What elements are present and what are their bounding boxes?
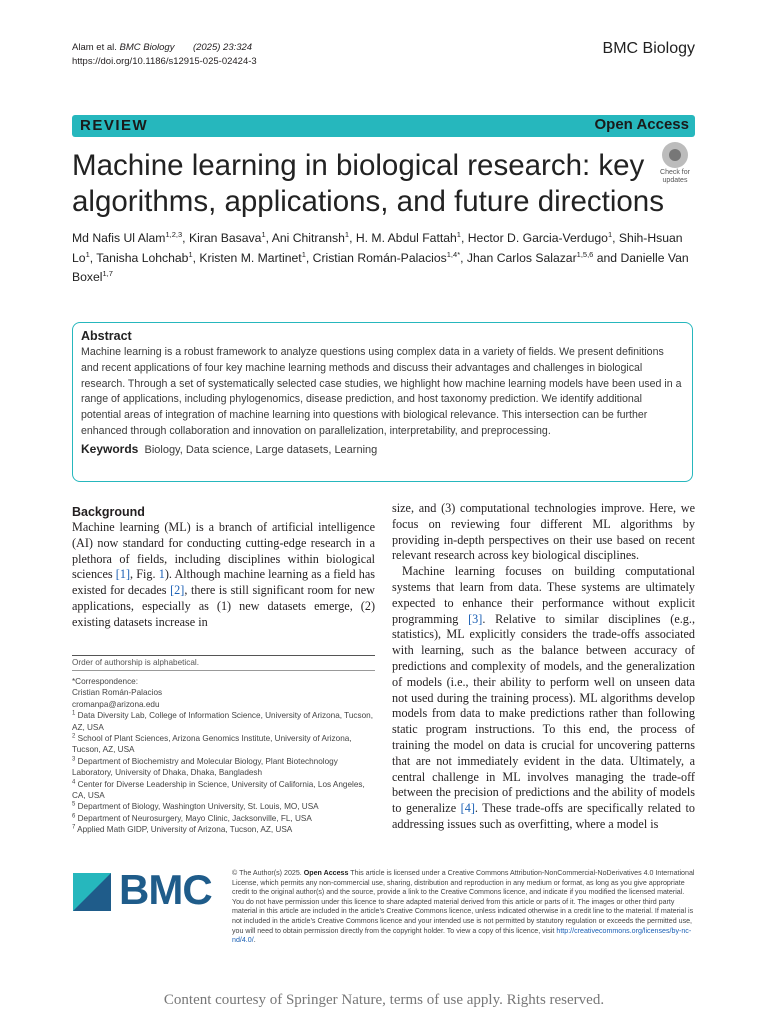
author-name[interactable]: Hector D. Garcia-Verdugo bbox=[467, 231, 608, 245]
author-name[interactable]: Kristen M. Martinet bbox=[199, 250, 302, 265]
author-affiliation-marker: 1 bbox=[456, 229, 461, 239]
open-access-label: Open Access bbox=[594, 116, 689, 133]
bmc-logo-text: BMC bbox=[119, 866, 212, 913]
author-name[interactable]: Cristian Román-Palacios bbox=[312, 250, 447, 265]
affiliation-item bbox=[72, 756, 375, 779]
author-name[interactable]: Md Nafis Ul Alam bbox=[72, 231, 166, 245]
correspondence-label: *Correspondence: bbox=[72, 677, 138, 686]
affiliation-item bbox=[72, 824, 375, 835]
abstract-text: Machine learning is a robust framework to analyze questions using complex data in a variety of fields. We present definitions and recent applications of four key machine learning methods and discuss their advantages and challenges in biological research. Through a set of systematically selected case studies, we highlight how machine learning models have been used in a range of applications, including phylogenomics, disease prediction, and host taxonomy prediction. We identify additional potential areas of integration of machine learning into questions with biological relevance. This intersection can be further enhanced through collaboration and innovation on parallelization, interpretability, and preprocessing. bbox=[81, 346, 682, 437]
author-name[interactable]: H. M. Abdul Fattah bbox=[355, 231, 457, 245]
author-affiliation-marker: 1 bbox=[607, 229, 613, 239]
affiliation-text: Department of Biochemistry and Molecular Biology, Plant Biotechnology Laboratory, University of Dhaka, Dhaka, Bangladesh bbox=[72, 756, 338, 778]
article-type-label: REVIEW bbox=[80, 117, 149, 134]
figure-link[interactable]: 1 bbox=[158, 567, 165, 582]
author-name[interactable]: Kiran Basava bbox=[188, 231, 262, 245]
author-name[interactable]: Ani Chitransh bbox=[271, 231, 345, 245]
author-separator: , bbox=[89, 250, 97, 265]
author-affiliation-marker: 1,4* bbox=[446, 249, 461, 259]
bmc-logo bbox=[73, 866, 223, 918]
citation-authors: Alam et al. bbox=[72, 42, 117, 53]
author-affiliation-marker: 1,5,6 bbox=[576, 249, 594, 259]
right-column bbox=[392, 501, 695, 833]
footnote-divider-2 bbox=[72, 670, 375, 671]
affiliations bbox=[72, 676, 375, 836]
article-title: Machine learning in biological research: key algorithms, applications, and future directions bbox=[72, 149, 664, 218]
author-separator: , bbox=[192, 250, 200, 265]
affiliation-number: 6 bbox=[72, 813, 76, 820]
author-affiliation-marker: 1 bbox=[344, 229, 350, 239]
doi-link[interactable]: https://doi.org/10.1186/s12915-025-02424-3 bbox=[72, 56, 257, 67]
article-type-banner bbox=[72, 115, 695, 137]
author-name[interactable]: Tanisha Lohchab bbox=[96, 250, 189, 265]
affiliation-text: Department of Neurosurgery, Mayo Clinic, Jacksonville, FL, USA bbox=[77, 813, 312, 823]
affiliation-number: 2 bbox=[72, 733, 76, 740]
left-column bbox=[72, 505, 375, 631]
author-name[interactable]: Jhan Carlos Salazar bbox=[466, 250, 577, 265]
license-open-access: Open Access bbox=[303, 869, 349, 877]
affiliation-item bbox=[72, 733, 375, 756]
license-link[interactable]: http://creativecommons.org/licenses/by-nc-nd/4.0/ bbox=[232, 926, 692, 945]
author-affiliation-marker: 1,2,3 bbox=[165, 229, 183, 239]
author-affiliation-marker: 1 bbox=[188, 249, 193, 259]
affiliation-item bbox=[72, 813, 375, 824]
correspondence-email[interactable]: cromanpa@arizona.edu bbox=[72, 699, 160, 709]
correspondence-name: Cristian Román-Palacios bbox=[72, 688, 163, 698]
affiliation-number: 1 bbox=[72, 710, 76, 717]
author-separator: , bbox=[460, 250, 467, 265]
author-name[interactable]: Shih-Hsuan Lo bbox=[72, 231, 683, 265]
keywords-list: Biology, Data science, Large datasets, Learning bbox=[144, 443, 378, 456]
right-paragraph-2: Machine learning focuses on building computational systems that learn from data. These systems are ultimately expected to enhance their performance without explicit programming [3]. Relative to similar disciplines (e.g., statistics), ML explicitly considers the trade-offs associated with learning, such as the balance between accuracy of predictions and complexity of models, and the generalization of models (i.e., their ability to perform well on unseen data not used during the training process). ML algorithms develop models from data to make predictions rather than following static program instructions. To this end, the process of training the model on data is crucial for uncovering patterns that are not immediately evident in the data. Ultimately, a central challenge in ML involves managing the trade-off between the precision of predictions and the ability of models to generalize [4]. These trade-offs are specifically related to addressing issues such as overfitting, where a model is bbox=[392, 564, 695, 831]
affiliation-text: Department of Biology, Washington University, St. Louis, MO, USA bbox=[77, 802, 319, 812]
affiliation-text: Data Diversity Lab, College of Information Science, University of Arizona, Tucson, AZ, USA bbox=[72, 711, 373, 732]
abstract-box bbox=[72, 322, 693, 482]
author-affiliation-marker: 1,7 bbox=[102, 268, 113, 278]
affiliation-number: 5 bbox=[72, 801, 76, 808]
author-affiliation-marker: 1 bbox=[85, 249, 90, 259]
affiliation-number: 4 bbox=[72, 778, 76, 785]
footnote-divider bbox=[72, 655, 375, 656]
citation-year-volume: (2025) 23:324 bbox=[192, 42, 253, 53]
check-updates-line1: Check for bbox=[660, 169, 690, 176]
author-separator: , bbox=[265, 231, 272, 245]
author-list bbox=[72, 229, 702, 288]
background-paragraph: Machine learning (ML) is a branch of artificial intelligence (AI) now standard for conducting cutting-edge research in a plethora of fields, including disciplines within biological sciences [1], Fig. 1). Although machine learning as a field has existed for decades [2], there is still significant room for new applications, especially as (1) new datasets emerge, (2) existing datasets increase in bbox=[72, 520, 375, 629]
citation-header bbox=[72, 41, 257, 69]
author-separator: , bbox=[305, 250, 313, 265]
citation-journal: BMC Biology bbox=[119, 42, 175, 53]
right-paragraph-1: size, and (3) computational technologies improve. Here, we focus on reviewing four different ML algorithms by providing in-depth perspectives on their use based on recent relevant research across key biological disciplines. bbox=[392, 501, 695, 563]
affiliation-text: School of Plant Sciences, Arizona Genomics Institute, University of Arizona, Tucson, AZ, USA bbox=[72, 734, 352, 755]
check-updates-line2: updates bbox=[662, 177, 688, 184]
author-separator: , bbox=[612, 231, 619, 245]
keywords-label: Keywords bbox=[81, 441, 139, 456]
reference-link[interactable]: [4] bbox=[460, 801, 475, 816]
author-separator: , bbox=[182, 231, 189, 245]
abstract-heading: Abstract bbox=[81, 329, 132, 343]
bmc-logo-mark-icon bbox=[73, 873, 111, 911]
author-affiliation-marker: 1 bbox=[261, 229, 266, 239]
reference-link[interactable]: [2] bbox=[170, 583, 185, 598]
author-separator: and bbox=[593, 250, 621, 265]
section-heading-background: Background bbox=[72, 505, 145, 519]
journal-name: BMC Biology bbox=[602, 40, 695, 57]
affiliation-text: Applied Math GIDP, University of Arizona, Tucson, AZ, USA bbox=[77, 825, 293, 835]
authorship-note: Order of authorship is alphabetical. bbox=[72, 658, 199, 667]
page-footer: Content courtesy of Springer Nature, terms of use apply. Rights reserved. bbox=[163, 992, 605, 1008]
license-text: © The Author(s) 2025. Open Access This article is licensed under a Creative Commons Attribution-NonCommercial-NoDerivatives 4.0 International License, which permits any non-commercial use, sharing, distribution and reproduction in any medium or format, as long as you give appropriate credit to the original author(s) and the source, provide a link to the Creative Commons licence, and indicate if you modified the licensed material. You do not have permission under this licence to share adapted material derived from this article or parts of it. The images or other third party material in this article are included in the article’s Creative Commons licence, unless indicated otherwise in a credit line to the material. If material is not included in the article’s Creative Commons licence and your intended use is not permitted by statutory regulation or exceeds the permitted use, you will need to obtain permission directly from the copyright holder. To view a copy of this licence, visit http://creativecommons.org/licenses/by-nc-nd/4.0/. bbox=[232, 869, 695, 945]
author-affiliation-marker: 1 bbox=[301, 249, 306, 259]
affiliation-item bbox=[72, 710, 375, 733]
reference-link[interactable]: [3] bbox=[468, 611, 483, 626]
reference-link[interactable]: [1] bbox=[115, 567, 131, 582]
affiliation-number: 7 bbox=[72, 824, 76, 831]
author-separator: , bbox=[460, 231, 468, 245]
affiliation-text: Center for Diverse Leadership in Science, University of California, Los Angeles, CA, USA bbox=[72, 779, 365, 801]
affiliation-item bbox=[72, 779, 375, 802]
affiliation-number: 3 bbox=[72, 756, 76, 763]
affiliation-item bbox=[72, 801, 375, 812]
keywords bbox=[81, 442, 684, 458]
author-name[interactable]: Danielle Van Boxel bbox=[72, 250, 689, 284]
author-separator: , bbox=[349, 231, 356, 245]
